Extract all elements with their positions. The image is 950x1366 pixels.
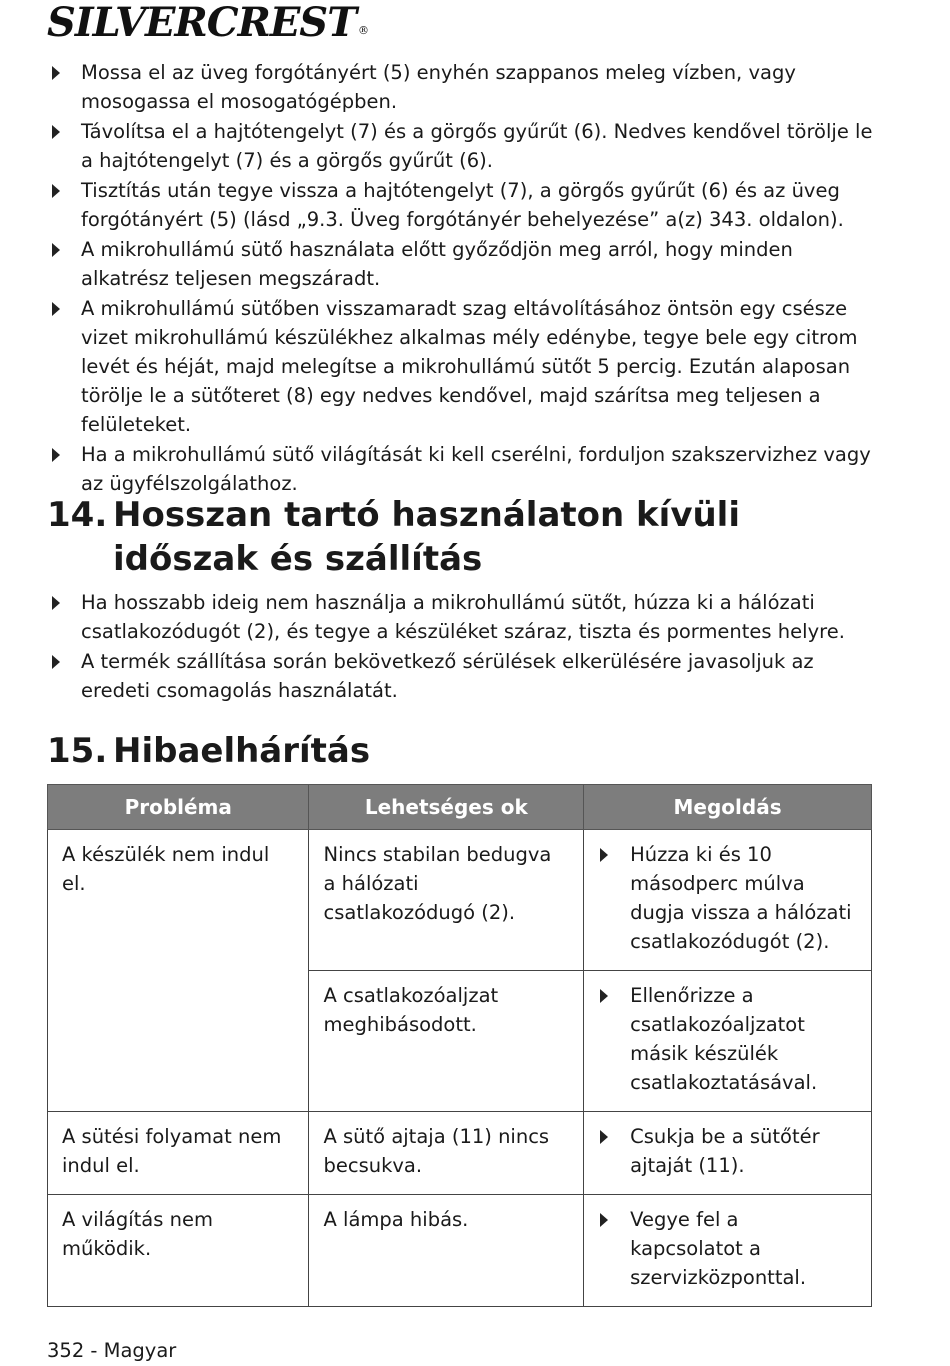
list-item: Tisztítás után tegye vissza a hajtótengelyt (7), a görgős gyűrűt (6) és az üveg forgótányért (5) (lásd „9.3. Üveg forgótányér behelyezése” a(z) 343. oldalon).	[47, 176, 877, 234]
arrow-bullet-icon	[52, 302, 60, 316]
arrow-bullet-icon	[52, 448, 60, 462]
solution-cell: Csukja be a sütőtér ajtaját (11).	[584, 1112, 872, 1195]
list-item: A mikrohullámú sütő használata előtt győződjön meg arról, hogy minden alkatrész teljesen megszáradt.	[47, 235, 877, 293]
arrow-bullet-icon	[52, 125, 60, 139]
section-title: Hosszan tartó használaton kívüli időszak és szállítás	[113, 495, 740, 579]
section-title: Hibaelhárítás	[113, 731, 371, 771]
intro-bullet-list	[47, 58, 877, 499]
solution-cell: Ellenőrizze a csatlakozóaljzatot másik készülék csatlakoztatásával.	[584, 971, 872, 1112]
troubleshooting-table	[47, 784, 872, 1307]
list-item: A mikrohullámú sütőben visszamaradt szag eltávolításához öntsön egy csésze vizet mikrohullámú készülékhez alkalmas mély edénybe, tegye bele egy citrom levét és héját, majd melegítse a mikrohullámú sütőt 5 percig. Ezután alaposan törölje le a sütőteret (8) egy nedves kendővel, majd szárítsa meg teljesen a felületeket.	[47, 294, 877, 439]
arrow-bullet-icon	[52, 655, 60, 669]
cause-cell: Nincs stabilan bedugva a hálózati csatlakozódugó (2).	[309, 830, 584, 971]
arrow-bullet-icon	[52, 596, 60, 610]
table-row	[48, 1112, 872, 1195]
problem-cell: A világítás nem működik.	[48, 1195, 309, 1307]
section-15-heading	[47, 729, 877, 773]
section-14-heading	[47, 493, 877, 581]
table-row	[48, 830, 872, 971]
column-header-problem: Probléma	[48, 785, 309, 830]
arrow-bullet-icon	[52, 243, 60, 257]
section-14-bullet-list	[47, 588, 877, 706]
cause-cell: A sütő ajtaja (11) nincs becsukva.	[309, 1112, 584, 1195]
table-header-row	[48, 785, 872, 830]
list-item: A termék szállítása során bekövetkező sérülések elkerülésére javasoljuk az eredeti csomagolás használatát.	[47, 647, 877, 705]
solution-cell: Vegye fel a kapcsolatot a szervizközponttal.	[584, 1195, 872, 1307]
list-item: Ha a mikrohullámú sütő világítását ki kell cserélni, forduljon szakszervizhez vagy az ügyfélszolgálathoz.	[47, 440, 877, 498]
arrow-bullet-icon	[600, 1213, 608, 1227]
silvercrest-logo: SILVERCREST ®	[47, 0, 368, 46]
arrow-bullet-icon	[52, 184, 60, 198]
section-number: 15.	[47, 731, 108, 771]
column-header-solution: Megoldás	[584, 785, 872, 830]
list-item: Távolítsa el a hajtótengelyt (7) és a görgős gyűrűt (6). Nedves kendővel törölje le a hajtótengelyt (7) és a görgős gyűrűt (6).	[47, 117, 877, 175]
cause-cell: A lámpa hibás.	[309, 1195, 584, 1307]
arrow-bullet-icon	[600, 848, 608, 862]
cause-cell: A csatlakozóaljzat meghibásodott.	[309, 971, 584, 1112]
problem-cell: A készülék nem indul el.	[48, 830, 309, 1112]
solution-cell: Húzza ki és 10 másodperc múlva dugja vissza a hálózati csatlakozódugót (2).	[584, 830, 872, 971]
list-item: Mossa el az üveg forgótányért (5) enyhén szappanos meleg vízben, vagy mosogassa el mosogatógépben.	[47, 58, 877, 116]
section-number: 14.	[47, 495, 108, 535]
page-footer: 352 - Magyar	[47, 1339, 177, 1362]
problem-cell: A sütési folyamat nem indul el.	[48, 1112, 309, 1195]
arrow-bullet-icon	[52, 66, 60, 80]
arrow-bullet-icon	[600, 989, 608, 1003]
column-header-cause: Lehetséges ok	[309, 785, 584, 830]
arrow-bullet-icon	[600, 1130, 608, 1144]
list-item: Ha hosszabb ideig nem használja a mikrohullámú sütőt, húzza ki a hálózati csatlakozódugót (2), és tegye a készüléket száraz, tiszta és pormentes helyre.	[47, 588, 877, 646]
table-row	[48, 1195, 872, 1307]
